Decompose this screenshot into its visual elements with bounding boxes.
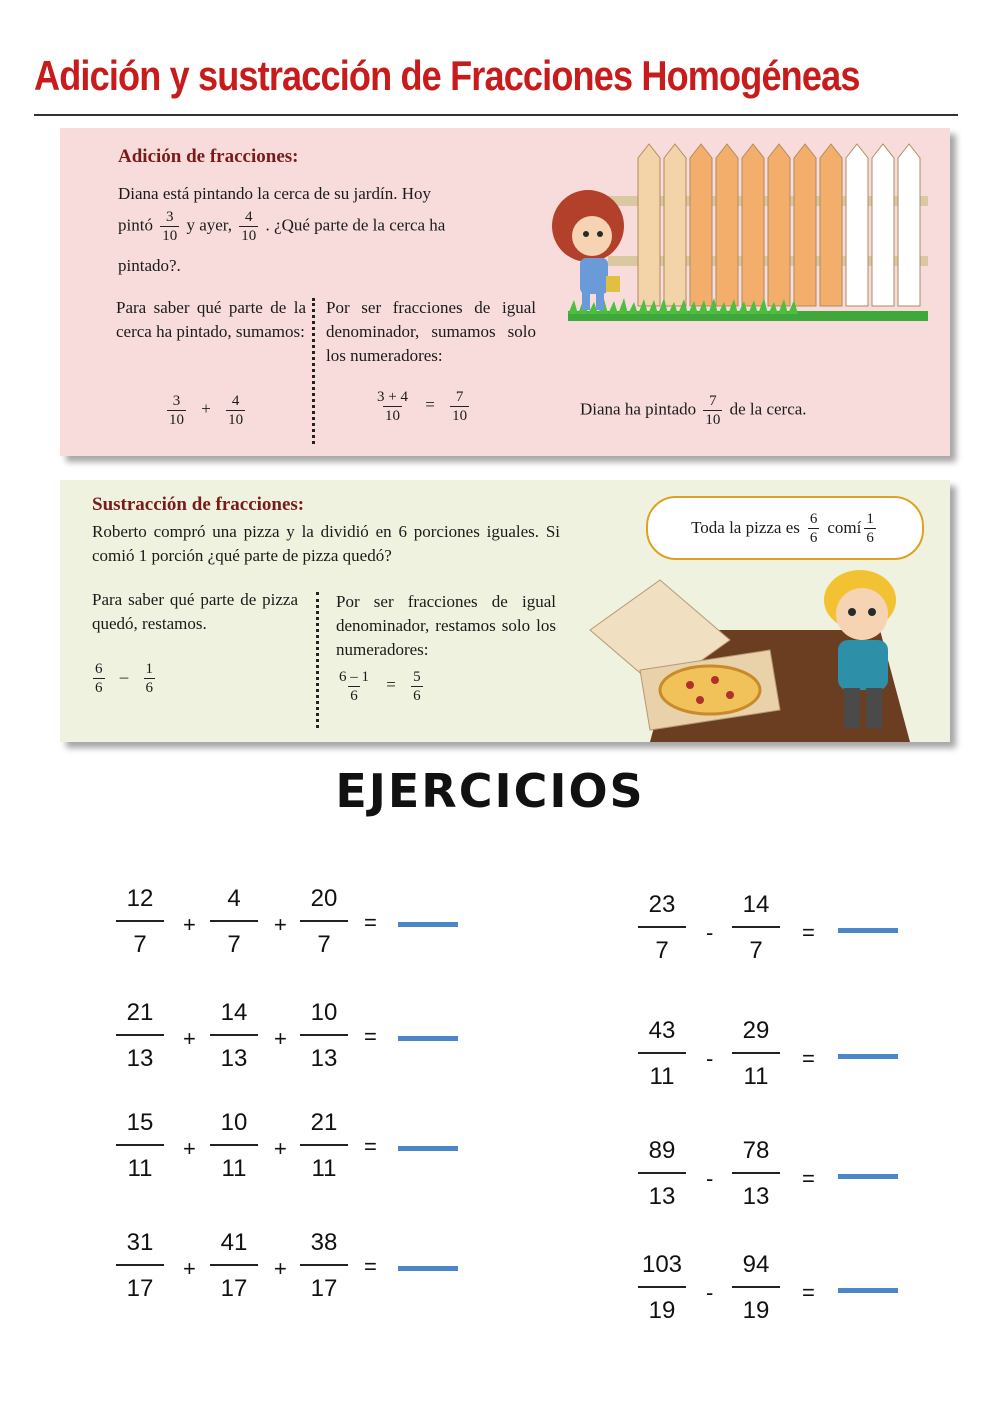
equals-sign: = [802,1166,815,1191]
addition-panel [60,128,950,456]
sub-fraction-1 [638,1134,686,1214]
fence-picket [898,144,920,306]
speech-bubble: Toda la pizza es $\frac{6}{6}$ comí $\frac{1}{6}$ [646,496,924,560]
fence-picket [690,144,712,306]
fence-picket [768,144,790,306]
denominator: 19 [742,1297,770,1324]
equals-sign: = [802,1280,815,1305]
addition-eq2: $\frac{3 + 4}{10}$ = $\frac{7}{10}$ [377,389,468,424]
fence-picket [794,144,816,306]
plus-sign: + [274,1136,287,1161]
numerator: 10 [220,1109,248,1136]
numerator: 20 [310,885,338,912]
addition-result: Diana ha pintado $\frac{7}{10}$ de la cerca. [580,393,807,428]
plus-sign: + [274,1256,287,1281]
numerator: 21 [310,1109,338,1136]
denominator: 11 [127,1155,153,1182]
sum-fraction-1 [116,1226,164,1306]
addition-col2: Por ser fracciones de igual denominador, sumamos solo los numeradores: [326,298,536,365]
equals-sign: = [802,920,815,945]
answer-blank[interactable] [398,922,458,927]
fraction-bar [210,920,258,922]
addition-heading: Adición de fracciones: [118,146,299,167]
subtraction-divider [316,592,319,728]
addition-text-line3: pintado?. [118,256,181,275]
fraction-bar [732,926,780,928]
fraction-bar [638,926,686,928]
sub-fraction-2 [732,1014,780,1094]
pizza-illustration [580,560,950,742]
answer-blank[interactable] [398,1036,458,1041]
denominator: 17 [310,1275,338,1302]
denominator: 11 [311,1155,337,1182]
fraction-bar [732,1052,780,1054]
plus-sign: + [274,1026,287,1051]
minus-sign: - [706,1166,714,1191]
sum-fraction-2 [210,1226,258,1306]
fraction-bar [300,1034,348,1036]
numerator: 15 [126,1109,154,1136]
fence-picket [742,144,764,306]
numerator: 31 [126,1229,154,1256]
subtraction-eq1: $\frac{6}{6}$ – $\frac{1}{6}$ [95,661,153,696]
fraction-yesterday: $\frac{4}{10}$ [241,209,257,244]
numerator: 12 [126,885,154,912]
addition-text-line1: Diana está pintando la cerca de su jardín. Hoy [118,184,431,203]
fraction-bar [210,1034,258,1036]
page-title: Adición y sustracción de Fracciones Homogéneas [34,52,860,99]
pizza-box-icon [590,580,780,730]
sub-fraction-2 [732,1248,780,1328]
plus-sign: + [183,1136,196,1161]
denominator: 7 [317,931,331,958]
sum-fraction-3 [300,996,348,1076]
sum-fraction-1 [116,882,164,962]
denominator: 13 [126,1045,154,1072]
minus-sign: - [706,1280,714,1305]
answer-blank[interactable] [398,1266,458,1271]
sum-fraction-1 [116,996,164,1076]
fraction-bar [210,1144,258,1146]
denominator: 13 [310,1045,338,1072]
numerator: 29 [742,1017,770,1044]
numerator: 103 [641,1251,683,1278]
answer-blank[interactable] [398,1146,458,1151]
fence-picket [638,144,660,306]
fraction-bar [638,1286,686,1288]
fraction-bar [732,1172,780,1174]
sum-fraction-3 [300,1106,348,1186]
subtraction-col2: Por ser fracciones de igual denominador, restamos solo los numeradores: [336,592,556,659]
fraction-bar [638,1172,686,1174]
fraction-bar [210,1264,258,1266]
denominator: 19 [648,1297,676,1324]
fence-picket [872,144,894,306]
sub-fraction-2 [732,888,780,968]
addition-text-line2: pintó $\frac{3}{10}$ y ayer, $\frac{4}{10}$ . ¿Qué parte de la cerca ha [118,209,446,244]
sum-fraction-2 [210,996,258,1076]
sub-fraction-1 [638,888,686,968]
denominator: 13 [742,1183,770,1210]
denominator: 7 [655,937,669,964]
equals-sign: = [364,1024,377,1049]
answer-blank[interactable] [838,928,898,933]
numerator: 14 [220,999,248,1026]
equals-sign: = [364,1254,377,1279]
numerator: 23 [648,891,676,918]
numerator: 43 [648,1017,676,1044]
sub-fraction-2 [732,1134,780,1214]
fence-picket [846,144,868,306]
denominator: 11 [221,1155,247,1182]
answer-blank[interactable] [838,1288,898,1293]
plus-sign: + [183,1256,196,1281]
fraction-bar [300,1264,348,1266]
answer-blank[interactable] [838,1054,898,1059]
sub-fraction-1 [638,1248,686,1328]
denominator: 11 [649,1063,675,1090]
fence-picket [664,144,686,306]
sum-fraction-2 [210,882,258,962]
numerator: 14 [742,891,770,918]
girl-painter-icon [552,190,624,310]
fraction-bar [638,1052,686,1054]
sum-fraction-1 [116,1106,164,1186]
numerator: 21 [126,999,154,1026]
sum-fraction-2 [210,1106,258,1186]
equals-sign: = [802,1046,815,1071]
sub-fraction-1 [638,1014,686,1094]
subtraction-eq2: $\frac{6 - 1}{6}$ = $\frac{5}{6}$ [339,669,421,704]
numerator: 4 [227,885,241,912]
numerator: 78 [742,1137,770,1164]
fraction-bar [116,1034,164,1036]
title-rule [34,114,958,116]
equals-sign: = [364,910,377,935]
subtraction-heading: Sustracción de fracciones: [92,494,305,515]
fraction-bar [116,920,164,922]
denominator: 7 [749,937,763,964]
denominator: 13 [220,1045,248,1072]
denominator: 17 [220,1275,248,1302]
fraction-today: $\frac{3}{10}$ [162,209,178,244]
exercises-title: EJERCICIOS [335,764,645,818]
subtraction-col1: Para saber qué parte de pizza quedó, restamos. [92,590,298,633]
fence-illustration [548,136,938,326]
minus-sign: - [706,1046,714,1071]
numerator: 38 [310,1229,338,1256]
numerator: 89 [648,1137,676,1164]
plus-sign: + [183,1026,196,1051]
fraction-bar [300,920,348,922]
denominator: 13 [648,1183,676,1210]
fence-picket [716,144,738,306]
subtraction-panel [60,480,950,742]
numerator: 41 [220,1229,248,1256]
denominator: 11 [743,1063,769,1090]
fraction-bar [300,1144,348,1146]
plus-sign: + [183,912,196,937]
minus-sign: - [706,920,714,945]
addition-eq1: $\frac{3}{10}$ + $\frac{4}{10}$ [169,393,244,428]
numerator: 10 [310,999,338,1026]
answer-blank[interactable] [838,1174,898,1179]
fraction-bar [116,1144,164,1146]
plus-sign: + [274,912,287,937]
denominator: 7 [227,931,241,958]
fence-picket [820,144,842,306]
denominator: 17 [126,1275,154,1302]
numerator: 94 [742,1251,770,1278]
sum-fraction-3 [300,882,348,962]
subtraction-text: Roberto compró una pizza y la dividió en 6 porciones iguales. Si comió 1 porción ¿qué parte de pizza quedó? [92,522,560,565]
addition-divider [312,298,315,444]
equals-sign: = [364,1134,377,1159]
addition-col1: Para saber qué parte de la cerca ha pintado, sumamos: [116,298,306,341]
denominator: 7 [133,931,147,958]
fraction-bar [116,1264,164,1266]
sum-fraction-3 [300,1226,348,1306]
fraction-bar [732,1286,780,1288]
